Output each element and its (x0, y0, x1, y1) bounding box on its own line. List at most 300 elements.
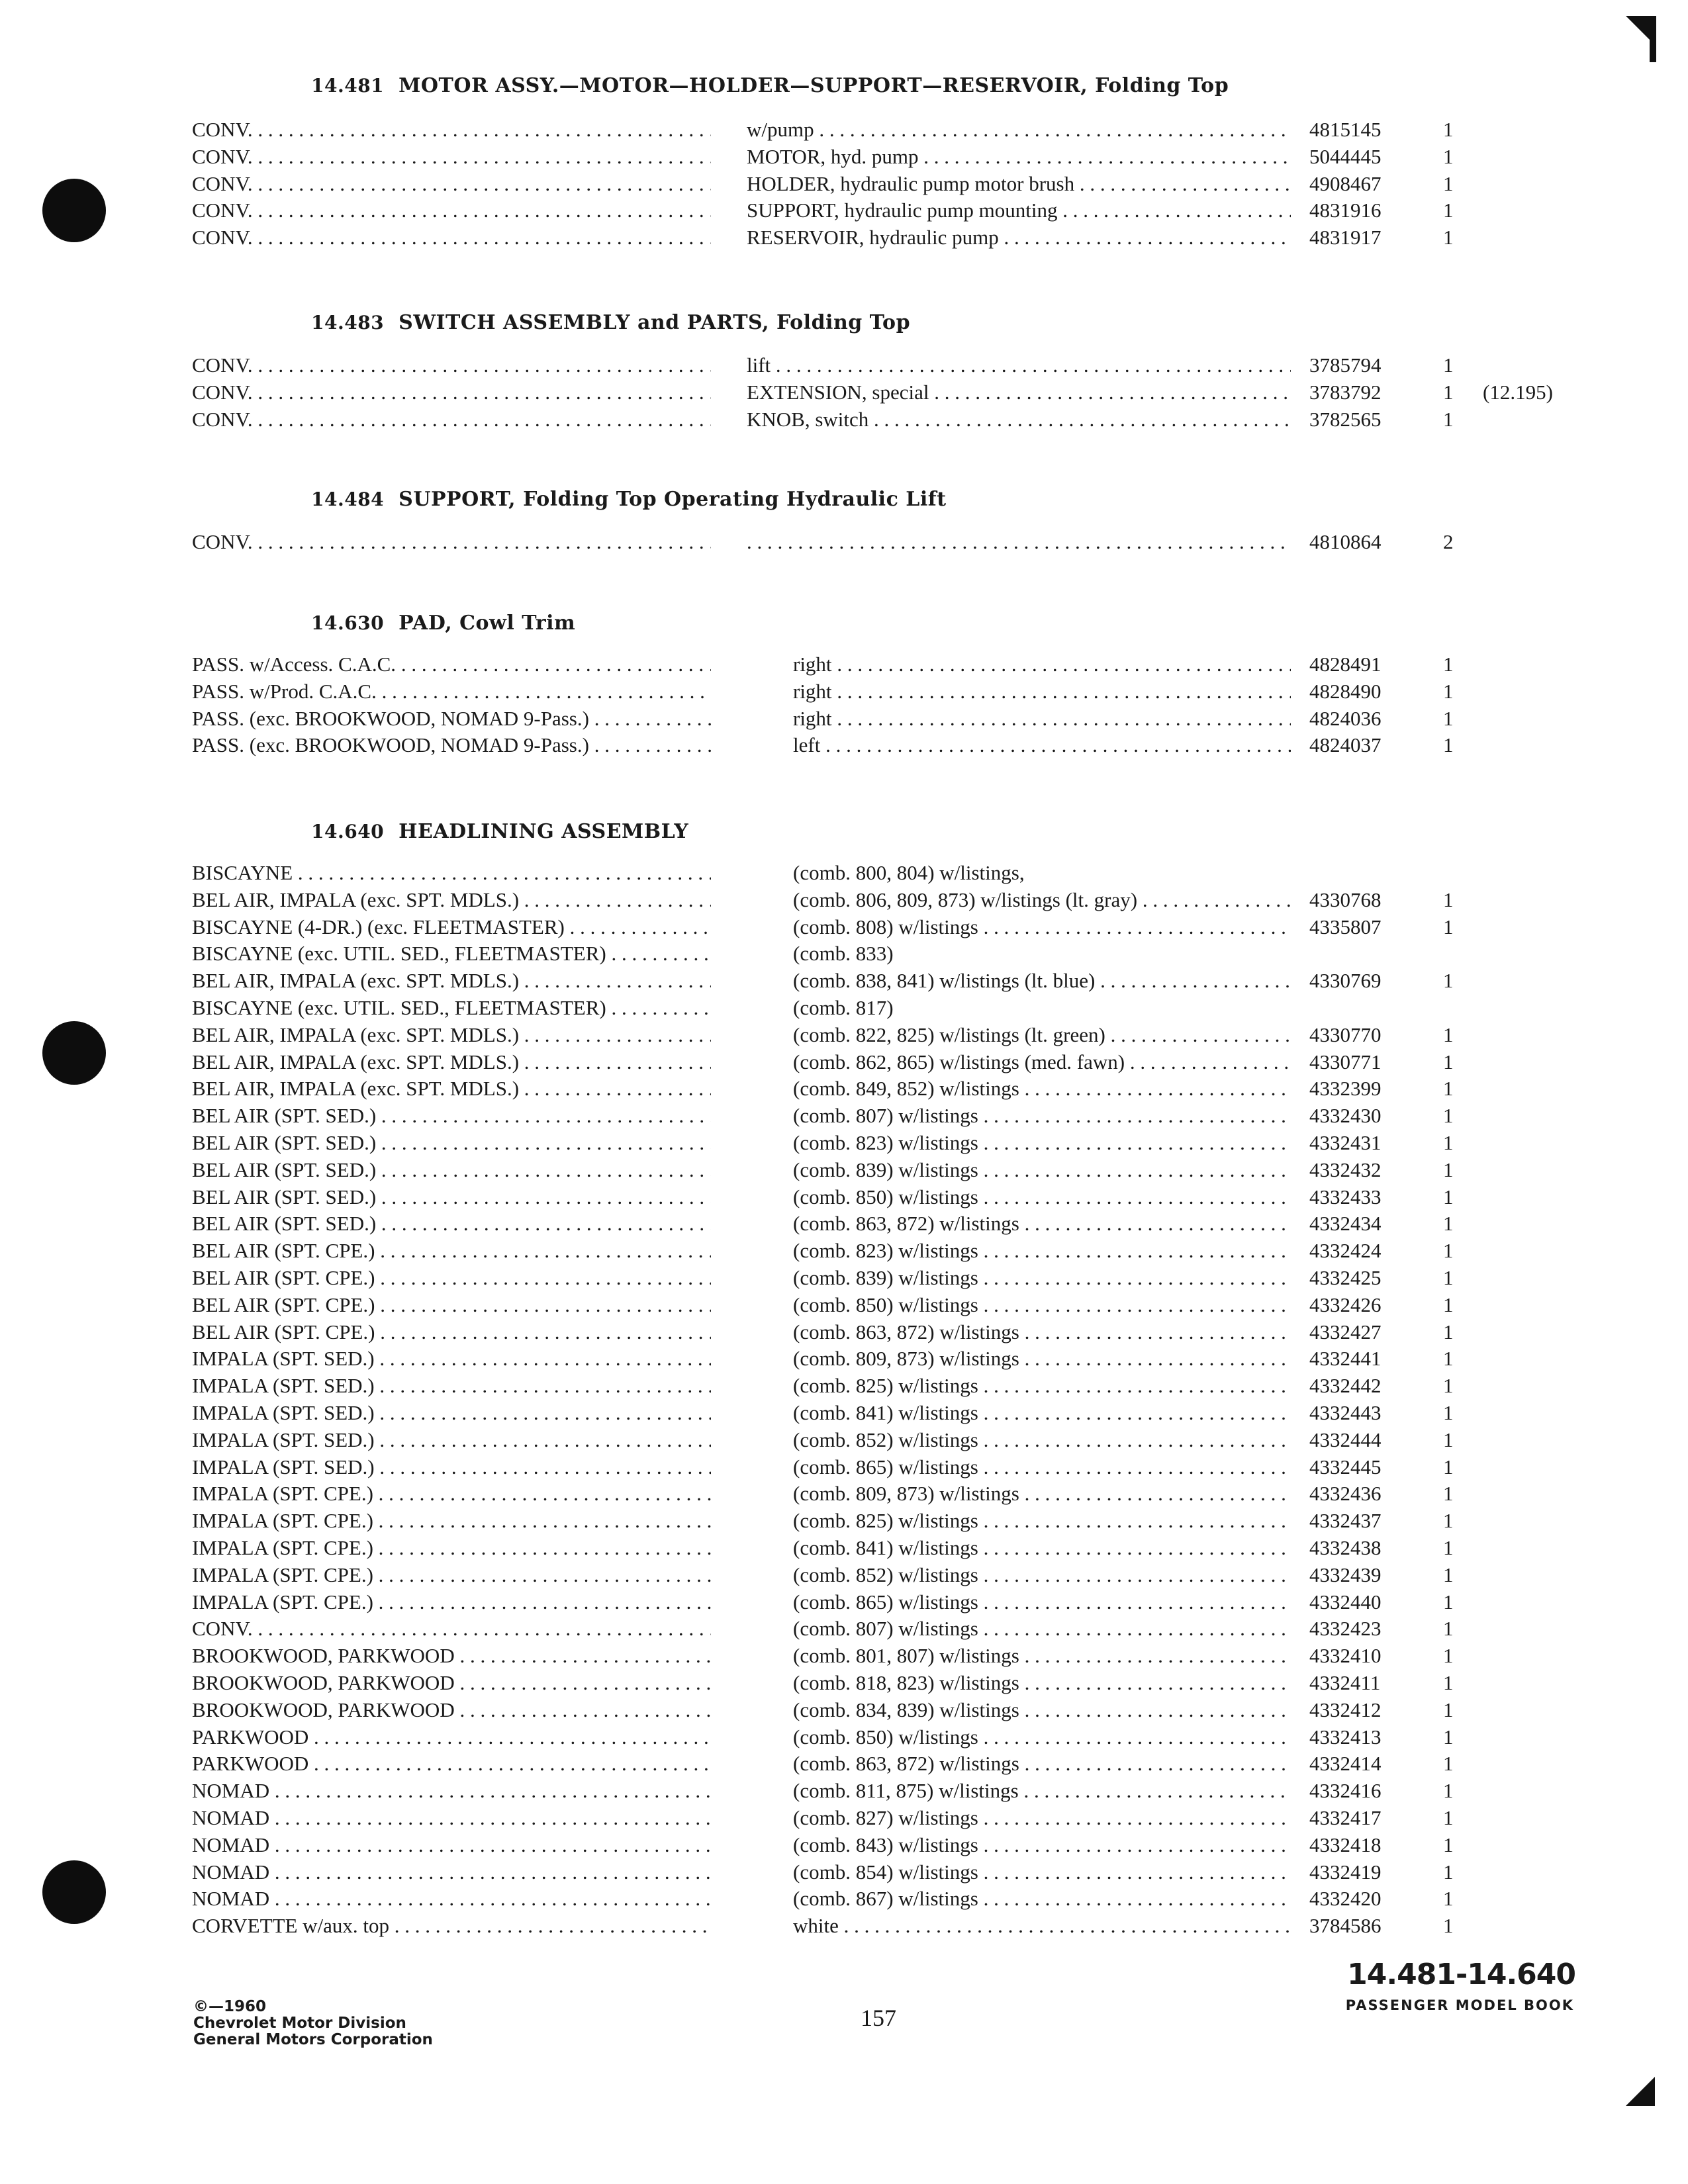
part-number-cell-text: 4815145 (1309, 118, 1382, 141)
part-number-cell-text: 4828491 (1309, 653, 1382, 676)
model-cell-text: NOMAD . . . (192, 1860, 711, 1884)
part-number-cell-text: 4332423 (1309, 1617, 1382, 1641)
quantity-cell-text: 1 (1443, 1455, 1454, 1479)
section-title: MOTOR ASSY.—MOTOR—HOLDER—SUPPORT—RESERVOIR, Folding Top (399, 74, 1229, 97)
table-row (0, 1130, 1688, 1156)
table-row (0, 1292, 1688, 1318)
model-cell (192, 1670, 711, 1696)
description-cell (747, 116, 1291, 143)
model-cell-text: BEL AIR (SPT. CPE.) . . . (192, 1320, 711, 1343)
part-number-cell-text: 4831916 (1309, 199, 1382, 222)
section-heading (311, 73, 1229, 99)
description-cell-text: (comb. 839) w/listings . . . (793, 1158, 1291, 1181)
part-number-cell-text: 4332427 (1309, 1320, 1382, 1343)
model-cell-text: IMPALA (SPT. CPE.) . . . (192, 1563, 711, 1586)
model-cell (192, 1480, 711, 1507)
quantity-cell (1443, 1859, 1463, 1886)
table-row (0, 1615, 1688, 1642)
section-heading (311, 310, 910, 336)
part-number-cell (1309, 914, 1415, 940)
table-row (0, 1508, 1688, 1534)
model-cell-text: CORVETTE w/aux. top . . . (192, 1914, 711, 1937)
description-cell (747, 224, 1291, 251)
table-row (0, 887, 1688, 913)
model-cell (192, 1400, 711, 1426)
footer-division: Chevrolet Motor Division (193, 2015, 406, 2032)
quantity-cell (1443, 1751, 1463, 1777)
section-number: 14.484 (311, 488, 385, 510)
model-cell (192, 197, 711, 224)
description-cell (793, 968, 1291, 994)
quantity-cell (1443, 1210, 1463, 1237)
model-cell (192, 1535, 711, 1561)
description-cell (793, 1913, 1291, 1939)
description-cell (793, 1615, 1291, 1642)
section-heading (311, 819, 688, 845)
description-cell (793, 914, 1291, 940)
part-number-cell (1309, 1319, 1415, 1345)
part-number-cell (1309, 732, 1415, 758)
part-number-cell (1309, 406, 1415, 433)
table-row (0, 914, 1688, 940)
model-cell-text: PASS. (exc. BROOKWOOD, NOMAD 9-Pass.) . . . (192, 733, 711, 756)
part-number-cell (1309, 678, 1415, 705)
description-cell-text: white . . . (793, 1914, 1291, 1937)
model-cell-text: BEL AIR (SPT. CPE.) . . . (192, 1266, 711, 1289)
quantity-cell-text: 1 (1443, 1428, 1454, 1451)
description-cell-text (747, 530, 1291, 553)
model-cell (192, 1049, 711, 1075)
description-cell (793, 651, 1291, 678)
description-cell (747, 406, 1291, 433)
quantity-cell (1443, 1373, 1463, 1399)
part-number-cell (1309, 1535, 1415, 1561)
description-cell (793, 1319, 1291, 1345)
description-cell (793, 1184, 1291, 1210)
model-cell-text: BEL AIR (SPT. CPE.) . . . (192, 1293, 711, 1316)
part-number-cell-text: 3782565 (1309, 407, 1382, 431)
quantity-cell-text: 1 (1443, 1401, 1454, 1424)
model-cell (192, 1454, 711, 1480)
quantity-cell (1443, 732, 1463, 758)
quantity-cell-text: 1 (1443, 1509, 1454, 1533)
quantity-cell (1443, 1103, 1463, 1129)
part-number-cell (1309, 529, 1415, 555)
description-cell-text: (comb. 833) (793, 942, 894, 966)
description-cell (793, 1778, 1291, 1804)
model-cell-text: NOMAD . . . (192, 1833, 711, 1856)
quantity-cell (1443, 1913, 1463, 1939)
description-cell-text: (comb. 867) w/listings . . . (793, 1887, 1291, 1910)
model-cell-text: BEL AIR (SPT. SED.) . . . (192, 1104, 711, 1127)
table-row (0, 1075, 1688, 1102)
quantity-cell-text: 1 (1443, 1212, 1454, 1236)
model-cell-text: IMPALA (SPT. CPE.) . . . (192, 1509, 711, 1532)
quantity-cell (1443, 1157, 1463, 1183)
description-cell-text: (comb. 818, 823) w/listings . . . (793, 1671, 1291, 1694)
model-cell-text: CONV. . . . (192, 408, 711, 431)
part-number-cell-text: 5044445 (1309, 144, 1382, 168)
part-number-cell-text: 4824037 (1309, 733, 1382, 757)
quantity-cell-text: 1 (1443, 1806, 1454, 1829)
section-number: 14.483 (311, 312, 385, 334)
part-number-cell (1309, 940, 1415, 967)
quantity-cell (1443, 116, 1463, 143)
description-cell-text: right . . . (793, 707, 1291, 730)
quantity-cell-text: 1 (1443, 1671, 1454, 1694)
description-cell (793, 1805, 1291, 1831)
description-cell-text: (comb. 823) w/listings . . . (793, 1239, 1291, 1262)
section-heading (311, 610, 575, 637)
part-number-cell (1309, 379, 1415, 406)
part-number-cell-text: 4332439 (1309, 1563, 1382, 1586)
description-cell-text: (comb. 838, 841) w/listings (lt. blue) . . . (793, 969, 1291, 992)
quantity-cell-text: 1 (1443, 199, 1454, 222)
part-number-cell-text: 4332412 (1309, 1698, 1382, 1721)
quantity-cell (1443, 705, 1463, 732)
part-number-cell-text: 4332437 (1309, 1509, 1382, 1533)
description-cell-text: (comb. 801, 807) w/listings . . . (793, 1644, 1291, 1667)
table-row (0, 1210, 1688, 1237)
table-row (0, 1103, 1688, 1129)
part-number-cell (1309, 1724, 1415, 1751)
description-cell (793, 887, 1291, 913)
quantity-cell-text: 1 (1443, 1887, 1454, 1911)
model-cell (192, 1075, 711, 1102)
quantity-cell (1443, 171, 1463, 197)
table-row (0, 705, 1688, 732)
quantity-cell (1443, 1075, 1463, 1102)
model-cell (192, 116, 711, 143)
model-cell-text: BEL AIR (SPT. SED.) . . . (192, 1185, 711, 1208)
quantity-cell-text: 1 (1443, 1860, 1454, 1884)
model-cell-text: CONV. . . . (192, 1617, 711, 1640)
description-cell-text: (comb. 823) w/listings . . . (793, 1131, 1291, 1154)
model-cell (192, 1615, 711, 1642)
model-cell-text: BEL AIR (SPT. SED.) . . . (192, 1212, 711, 1235)
quantity-cell (1443, 224, 1463, 251)
model-cell-text: PASS. w/Access. C.A.C. . . . (192, 653, 711, 676)
part-number-cell (1309, 1265, 1415, 1291)
part-number-cell-text: 4332443 (1309, 1401, 1382, 1424)
quantity-cell-text: 1 (1443, 1536, 1454, 1559)
part-number-cell (1309, 171, 1415, 197)
model-cell (192, 1157, 711, 1183)
description-cell (793, 940, 1291, 967)
table-row (0, 1345, 1688, 1372)
model-cell (192, 1130, 711, 1156)
model-cell-text: IMPALA (SPT. SED.) . . . (192, 1455, 711, 1479)
quantity-cell-text: 1 (1443, 1590, 1454, 1614)
quantity-cell-text: 1 (1443, 144, 1454, 168)
description-cell (793, 1427, 1291, 1453)
quantity-cell-text: 1 (1443, 1482, 1454, 1506)
table-row (0, 940, 1688, 967)
model-cell (192, 379, 711, 406)
part-number-cell-text: 4332442 (1309, 1374, 1382, 1398)
quantity-cell-text: 2 (1443, 530, 1454, 553)
model-cell (192, 1832, 711, 1858)
description-cell (793, 1589, 1291, 1615)
part-number-cell-text: 4332438 (1309, 1536, 1382, 1559)
description-cell (793, 1022, 1291, 1048)
quantity-cell (1443, 1724, 1463, 1751)
part-number-cell (1309, 1805, 1415, 1831)
description-cell-text: (comb. 852) w/listings . . . (793, 1563, 1291, 1586)
section-number: 14.640 (311, 821, 385, 842)
quantity-cell-text: 1 (1443, 1563, 1454, 1586)
model-cell (192, 1859, 711, 1886)
quantity-cell (1443, 1670, 1463, 1696)
model-cell-text: CONV. . . . (192, 172, 711, 195)
quantity-cell (1443, 887, 1463, 913)
description-cell-text: (comb. 862, 865) w/listings (med. fawn) . . . (793, 1050, 1291, 1073)
quantity-cell (1443, 1022, 1463, 1048)
model-cell (192, 732, 711, 758)
table-row (0, 1913, 1688, 1939)
model-cell (192, 1103, 711, 1129)
part-number-cell (1309, 705, 1415, 732)
model-cell (192, 678, 711, 705)
model-cell (192, 1886, 711, 1912)
part-number-cell-text: 4332440 (1309, 1590, 1382, 1614)
table-row (0, 1562, 1688, 1588)
description-cell-text: RESERVOIR, hydraulic pump . . . (747, 226, 1291, 249)
part-number-cell (1309, 1886, 1415, 1912)
quantity-cell-text: 1 (1443, 1077, 1454, 1101)
table-row (0, 171, 1688, 197)
part-number-cell-text: 4810864 (1309, 530, 1382, 553)
description-cell (747, 197, 1291, 224)
description-cell-text: (comb. 865) w/listings . . . (793, 1455, 1291, 1479)
description-cell (793, 1345, 1291, 1372)
quantity-cell (1443, 914, 1463, 940)
description-cell (793, 678, 1291, 705)
model-cell (192, 1913, 711, 1939)
model-cell-text: CONV. . . . (192, 199, 711, 222)
description-cell (793, 1724, 1291, 1751)
model-cell (192, 1373, 711, 1399)
part-number-cell-text: 4824036 (1309, 706, 1382, 730)
model-cell-text: IMPALA (SPT. SED.) . . . (192, 1401, 711, 1424)
part-number-cell-text: 4332431 (1309, 1131, 1382, 1154)
description-cell (793, 995, 1291, 1021)
model-cell-text: BROOKWOOD, PARKWOOD . . . (192, 1671, 711, 1694)
quantity-cell-text: 1 (1443, 1698, 1454, 1721)
part-number-cell (1309, 1022, 1415, 1048)
part-number-cell-text: 3784586 (1309, 1914, 1382, 1938)
model-cell (192, 406, 711, 433)
table-row (0, 732, 1688, 758)
quantity-cell-text: 1 (1443, 915, 1454, 938)
quantity-cell (1443, 197, 1463, 224)
part-number-cell (1309, 1184, 1415, 1210)
description-cell (793, 1886, 1291, 1912)
description-cell (793, 705, 1291, 732)
description-cell-text: EXTENSION, special . . . (747, 381, 1291, 404)
description-cell-text: (comb. 822, 825) w/listings (lt. green) . . . (793, 1023, 1291, 1046)
model-cell (192, 1589, 711, 1615)
quantity-cell (1443, 1886, 1463, 1912)
description-cell-text: (comb. 817) (793, 996, 894, 1019)
part-number-cell-text: 4335807 (1309, 915, 1382, 938)
part-number-cell (1309, 197, 1415, 224)
quantity-cell-text: 1 (1443, 1725, 1454, 1749)
model-cell-text: CONV. . . . (192, 381, 711, 404)
model-cell-text: BISCAYNE (exc. UTIL. SED., FLEETMASTER) . . . (192, 996, 711, 1019)
quantity-cell-text: 1 (1443, 380, 1454, 404)
description-cell (747, 144, 1291, 170)
model-cell-text: NOMAD . . . (192, 1806, 711, 1829)
quantity-cell-text: 1 (1443, 171, 1454, 195)
reference-note-cell (1483, 379, 1589, 406)
part-number-cell-text: 4332441 (1309, 1347, 1382, 1371)
part-number-cell (1309, 1075, 1415, 1102)
description-cell (793, 1210, 1291, 1237)
model-cell-text: BEL AIR (SPT. SED.) . . . (192, 1158, 711, 1181)
quantity-cell (1443, 651, 1463, 678)
part-number-cell-text: 4332445 (1309, 1455, 1382, 1479)
part-number-cell (1309, 1157, 1415, 1183)
description-cell (793, 1697, 1291, 1723)
table-row (0, 1805, 1688, 1831)
description-cell (793, 1400, 1291, 1426)
model-cell (192, 1643, 711, 1669)
part-number-cell-text: 4332419 (1309, 1860, 1382, 1884)
quantity-cell (1443, 1049, 1463, 1075)
section-title: SWITCH ASSEMBLY and PARTS, Folding Top (399, 311, 911, 334)
part-number-cell-text: 4332436 (1309, 1482, 1382, 1506)
model-cell-text: IMPALA (SPT. CPE.) . . . (192, 1590, 711, 1614)
part-number-cell-text: 4330771 (1309, 1050, 1382, 1073)
part-number-cell-text: 4332424 (1309, 1239, 1382, 1263)
model-cell (192, 1292, 711, 1318)
part-number-cell (1309, 1210, 1415, 1237)
section-title: PAD, Cowl Trim (399, 612, 576, 635)
description-cell (793, 1508, 1291, 1534)
quantity-cell-text: 1 (1443, 1779, 1454, 1803)
quantity-cell (1443, 1805, 1463, 1831)
model-cell-text: IMPALA (SPT. SED.) . . . (192, 1347, 711, 1370)
quantity-cell (1443, 406, 1463, 433)
model-cell (192, 1319, 711, 1345)
quantity-cell-text: 1 (1443, 1239, 1454, 1263)
reference-note-cell-text: (12.195) (1483, 380, 1553, 404)
quantity-cell (1443, 1130, 1463, 1156)
table-row (0, 1751, 1688, 1777)
quantity-cell (1443, 1184, 1463, 1210)
table-row (0, 1778, 1688, 1804)
model-cell (192, 914, 711, 940)
quantity-cell (1443, 1400, 1463, 1426)
table-row (0, 1535, 1688, 1561)
quantity-cell (1443, 1615, 1463, 1642)
description-cell (747, 529, 1291, 555)
description-cell (793, 1562, 1291, 1588)
model-cell-text: IMPALA (SPT. SED.) . . . (192, 1374, 711, 1397)
part-number-cell (1309, 887, 1415, 913)
section-title: SUPPORT, Folding Top Operating Hydraulic Lift (399, 488, 947, 511)
quantity-cell-text: 1 (1443, 706, 1454, 730)
quantity-cell (1443, 144, 1463, 170)
quantity-cell-text: 1 (1443, 679, 1454, 703)
quantity-cell (1443, 1454, 1463, 1480)
description-cell-text: (comb. 825) w/listings . . . (793, 1374, 1291, 1397)
quantity-cell-text: 1 (1443, 1752, 1454, 1776)
quantity-cell (1443, 352, 1463, 379)
model-cell-text: NOMAD . . . (192, 1887, 711, 1910)
description-cell-text: (comb. 850) w/listings . . . (793, 1293, 1291, 1316)
model-cell-text: BROOKWOOD, PARKWOOD . . . (192, 1644, 711, 1667)
quantity-cell-text: 1 (1443, 1347, 1454, 1371)
description-cell-text: (comb. 843) w/listings . . . (793, 1833, 1291, 1856)
part-number-cell (1309, 1480, 1415, 1507)
part-number-cell-text: 4332418 (1309, 1833, 1382, 1856)
table-row (0, 1319, 1688, 1345)
description-cell-text: (comb. 863, 872) w/listings . . . (793, 1212, 1291, 1235)
quantity-cell-text: 1 (1443, 1104, 1454, 1128)
model-cell (192, 1562, 711, 1588)
model-cell-text: IMPALA (SPT. SED.) . . . (192, 1428, 711, 1451)
description-cell-text: (comb. 809, 873) w/listings . . . (793, 1482, 1291, 1505)
corner-mark-bottom-right (1626, 2077, 1655, 2106)
part-number-cell (1309, 1562, 1415, 1588)
quantity-cell-text: 1 (1443, 733, 1454, 757)
description-cell (793, 1238, 1291, 1264)
description-cell (793, 1130, 1291, 1156)
description-cell (793, 860, 1291, 886)
quantity-cell (1443, 1265, 1463, 1291)
description-cell (793, 1454, 1291, 1480)
description-cell (793, 1535, 1291, 1561)
model-cell-text: BISCAYNE (exc. UTIL. SED., FLEETMASTER) . . . (192, 942, 711, 965)
table-row (0, 1697, 1688, 1723)
part-number-cell-text: 3785794 (1309, 353, 1382, 377)
table-row (0, 1400, 1688, 1426)
part-number-cell (1309, 352, 1415, 379)
section-range: 14.481-14.640 (1347, 1958, 1575, 1991)
part-number-cell (1309, 1345, 1415, 1372)
part-number-cell-text: 4332430 (1309, 1104, 1382, 1128)
description-cell-text: left . . . (793, 733, 1291, 756)
model-cell (192, 1238, 711, 1264)
part-number-cell-text: 3783792 (1309, 380, 1382, 404)
description-cell (747, 379, 1291, 406)
model-cell-text: IMPALA (SPT. CPE.) . . . (192, 1482, 711, 1505)
part-number-cell (1309, 860, 1415, 886)
model-cell-text: BEL AIR (SPT. CPE.) . . . (192, 1239, 711, 1262)
model-cell (192, 1805, 711, 1831)
part-number-cell-text: 4908467 (1309, 171, 1382, 195)
description-cell-text: (comb. 807) w/listings . . . (793, 1104, 1291, 1127)
quantity-cell-text: 1 (1443, 1158, 1454, 1181)
table-row (0, 1184, 1688, 1210)
table-row (0, 1427, 1688, 1453)
description-cell-text: (comb. 850) w/listings . . . (793, 1725, 1291, 1749)
description-cell-text: (comb. 865) w/listings . . . (793, 1590, 1291, 1614)
table-row (0, 352, 1688, 379)
description-cell (793, 1075, 1291, 1102)
description-cell-text: HOLDER, hydraulic pump motor brush . . . (747, 172, 1291, 195)
description-cell-text: (comb. 839) w/listings . . . (793, 1266, 1291, 1289)
corner-mark-top-right (1626, 16, 1656, 46)
model-cell (192, 529, 711, 555)
quantity-cell-text: 1 (1443, 1185, 1454, 1208)
quantity-cell (1443, 1562, 1463, 1588)
page-number: 157 (861, 2005, 896, 2031)
model-cell (192, 1184, 711, 1210)
description-cell (793, 1157, 1291, 1183)
